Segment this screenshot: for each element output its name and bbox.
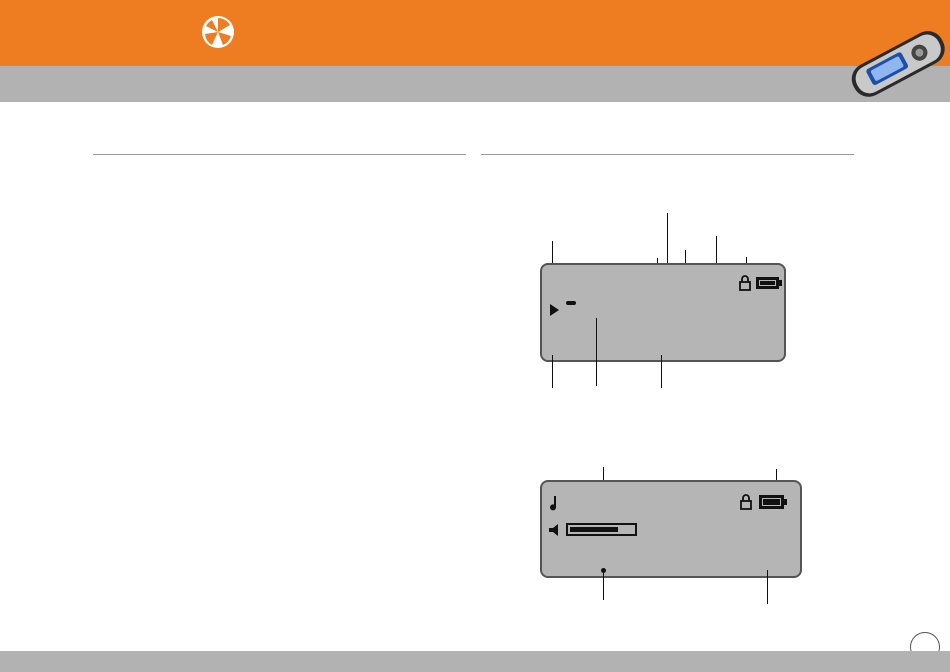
header-grey-bar bbox=[0, 66, 950, 102]
lcd-display-rule bbox=[481, 154, 854, 155]
footer bbox=[0, 651, 950, 672]
lcd1-format bbox=[566, 301, 576, 305]
play-icon bbox=[548, 303, 560, 317]
header-band bbox=[0, 0, 950, 66]
battery-icon bbox=[755, 276, 783, 290]
lock-icon bbox=[738, 275, 752, 291]
speaker-icon bbox=[548, 523, 562, 537]
leader-lautstaerke bbox=[603, 570, 604, 600]
leader-dot-2 bbox=[601, 568, 606, 573]
lcd-display-2 bbox=[540, 480, 802, 578]
leader-play bbox=[552, 355, 553, 388]
maxfield-mark-icon bbox=[200, 14, 236, 50]
leader-id3 bbox=[661, 355, 662, 388]
menu-structure-rule bbox=[93, 154, 466, 155]
lcd-display-1 bbox=[540, 263, 786, 362]
leader-wiedergabezeit bbox=[767, 570, 768, 604]
volume-bar-icon bbox=[566, 523, 638, 537]
battery-icon-2 bbox=[758, 494, 788, 510]
mp3-player-image bbox=[840, 8, 950, 108]
lock-icon-2 bbox=[739, 494, 753, 510]
leader-music-type bbox=[596, 318, 597, 386]
music-note-icon bbox=[548, 494, 560, 512]
